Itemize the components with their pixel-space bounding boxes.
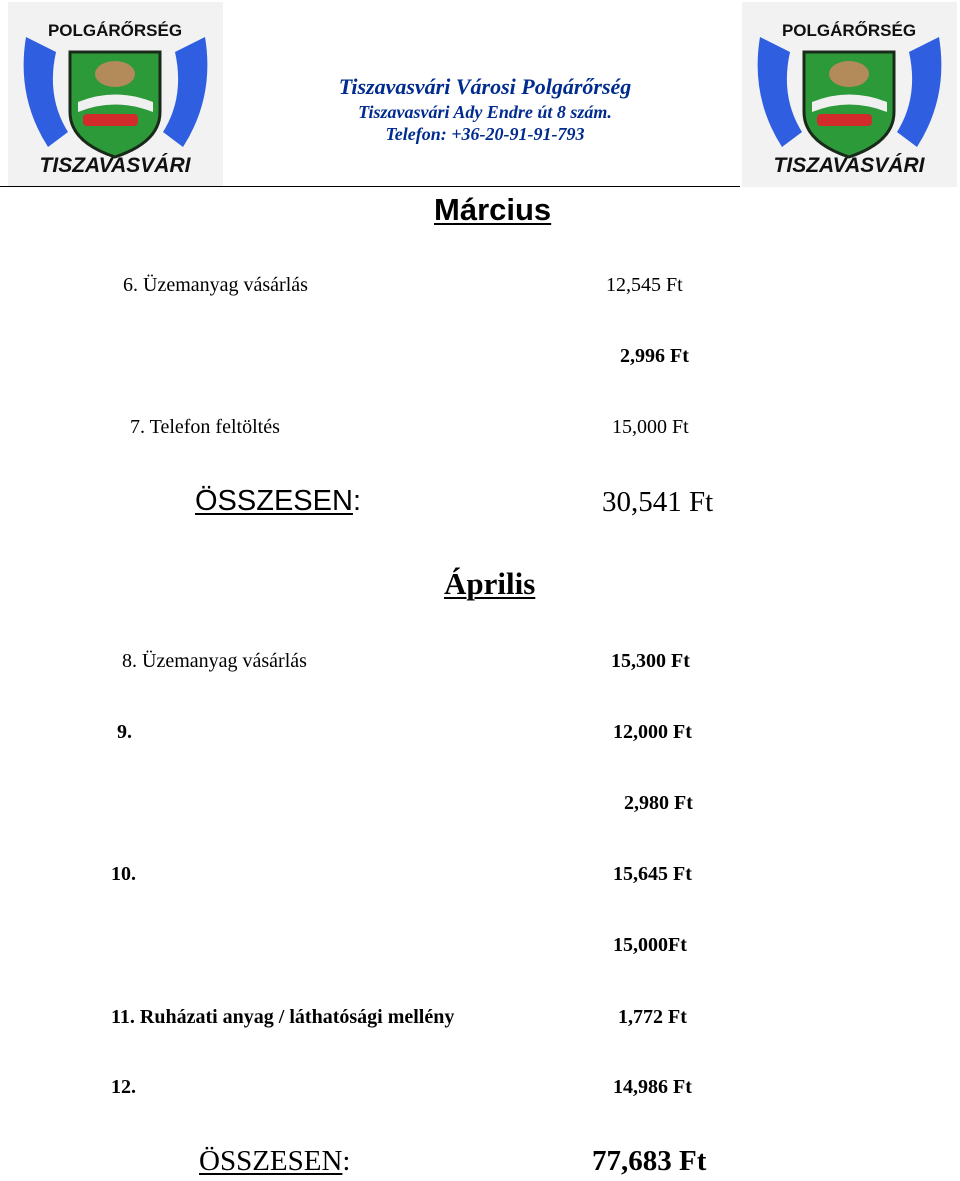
item-label: 10. [111, 863, 136, 885]
logo-left [8, 2, 223, 187]
total-label-aprilis: ÖSSZESEN: [199, 1145, 351, 1177]
total-value-marcius: 30,541 Ft [602, 486, 714, 518]
item-amount: 15,645 Ft [613, 863, 692, 885]
total-label-marcius: ÖSSZESEN: [195, 485, 361, 517]
month-title-marcius: Március [434, 192, 552, 227]
item-amount: 2,980 Ft [624, 792, 693, 814]
item-amount: 15,300 Ft [611, 650, 690, 672]
item-label: 9. [117, 721, 132, 743]
item-amount: 15,000Ft [613, 934, 687, 956]
item-amount: 12,000 Ft [613, 721, 692, 743]
item-label: 6. Üzemanyag vásárlás [123, 274, 308, 296]
logo-bottom-text: TISZAVASVÁRI [773, 154, 925, 177]
item-amount: 1,772 Ft [618, 1006, 687, 1028]
logo-bottom-text: TISZAVASVÁRI [39, 154, 191, 177]
org-name: Tiszavasvári Városi Polgárőrség [338, 74, 632, 99]
item-label: 8. Üzemanyag vásárlás [122, 650, 307, 672]
total-value-aprilis: 77,683 Ft [592, 1145, 707, 1177]
header-divider [0, 186, 740, 187]
logo-right [742, 2, 957, 187]
item-amount: 15,000 Ft [612, 416, 689, 438]
org-phone: Telefon: +36-20-91-91-793 [385, 124, 585, 144]
item-amount: 12,545 Ft [606, 274, 683, 296]
item-amount: 14,986 Ft [613, 1076, 692, 1098]
logo-top-text: POLGÁRŐRSÉG [47, 21, 183, 40]
item-label: 12. [111, 1076, 136, 1098]
item-amount: 2,996 Ft [620, 345, 689, 367]
item-label: 7. Telefon feltöltés [130, 416, 280, 438]
month-title-aprilis: Április [444, 566, 536, 601]
item-label: 11. Ruházati anyag / láthatósági mellény [111, 1006, 455, 1028]
logo-top-text: POLGÁRŐRSÉG [781, 21, 917, 40]
org-address: Tiszavasvári Ady Endre út 8 szám. [358, 102, 612, 122]
